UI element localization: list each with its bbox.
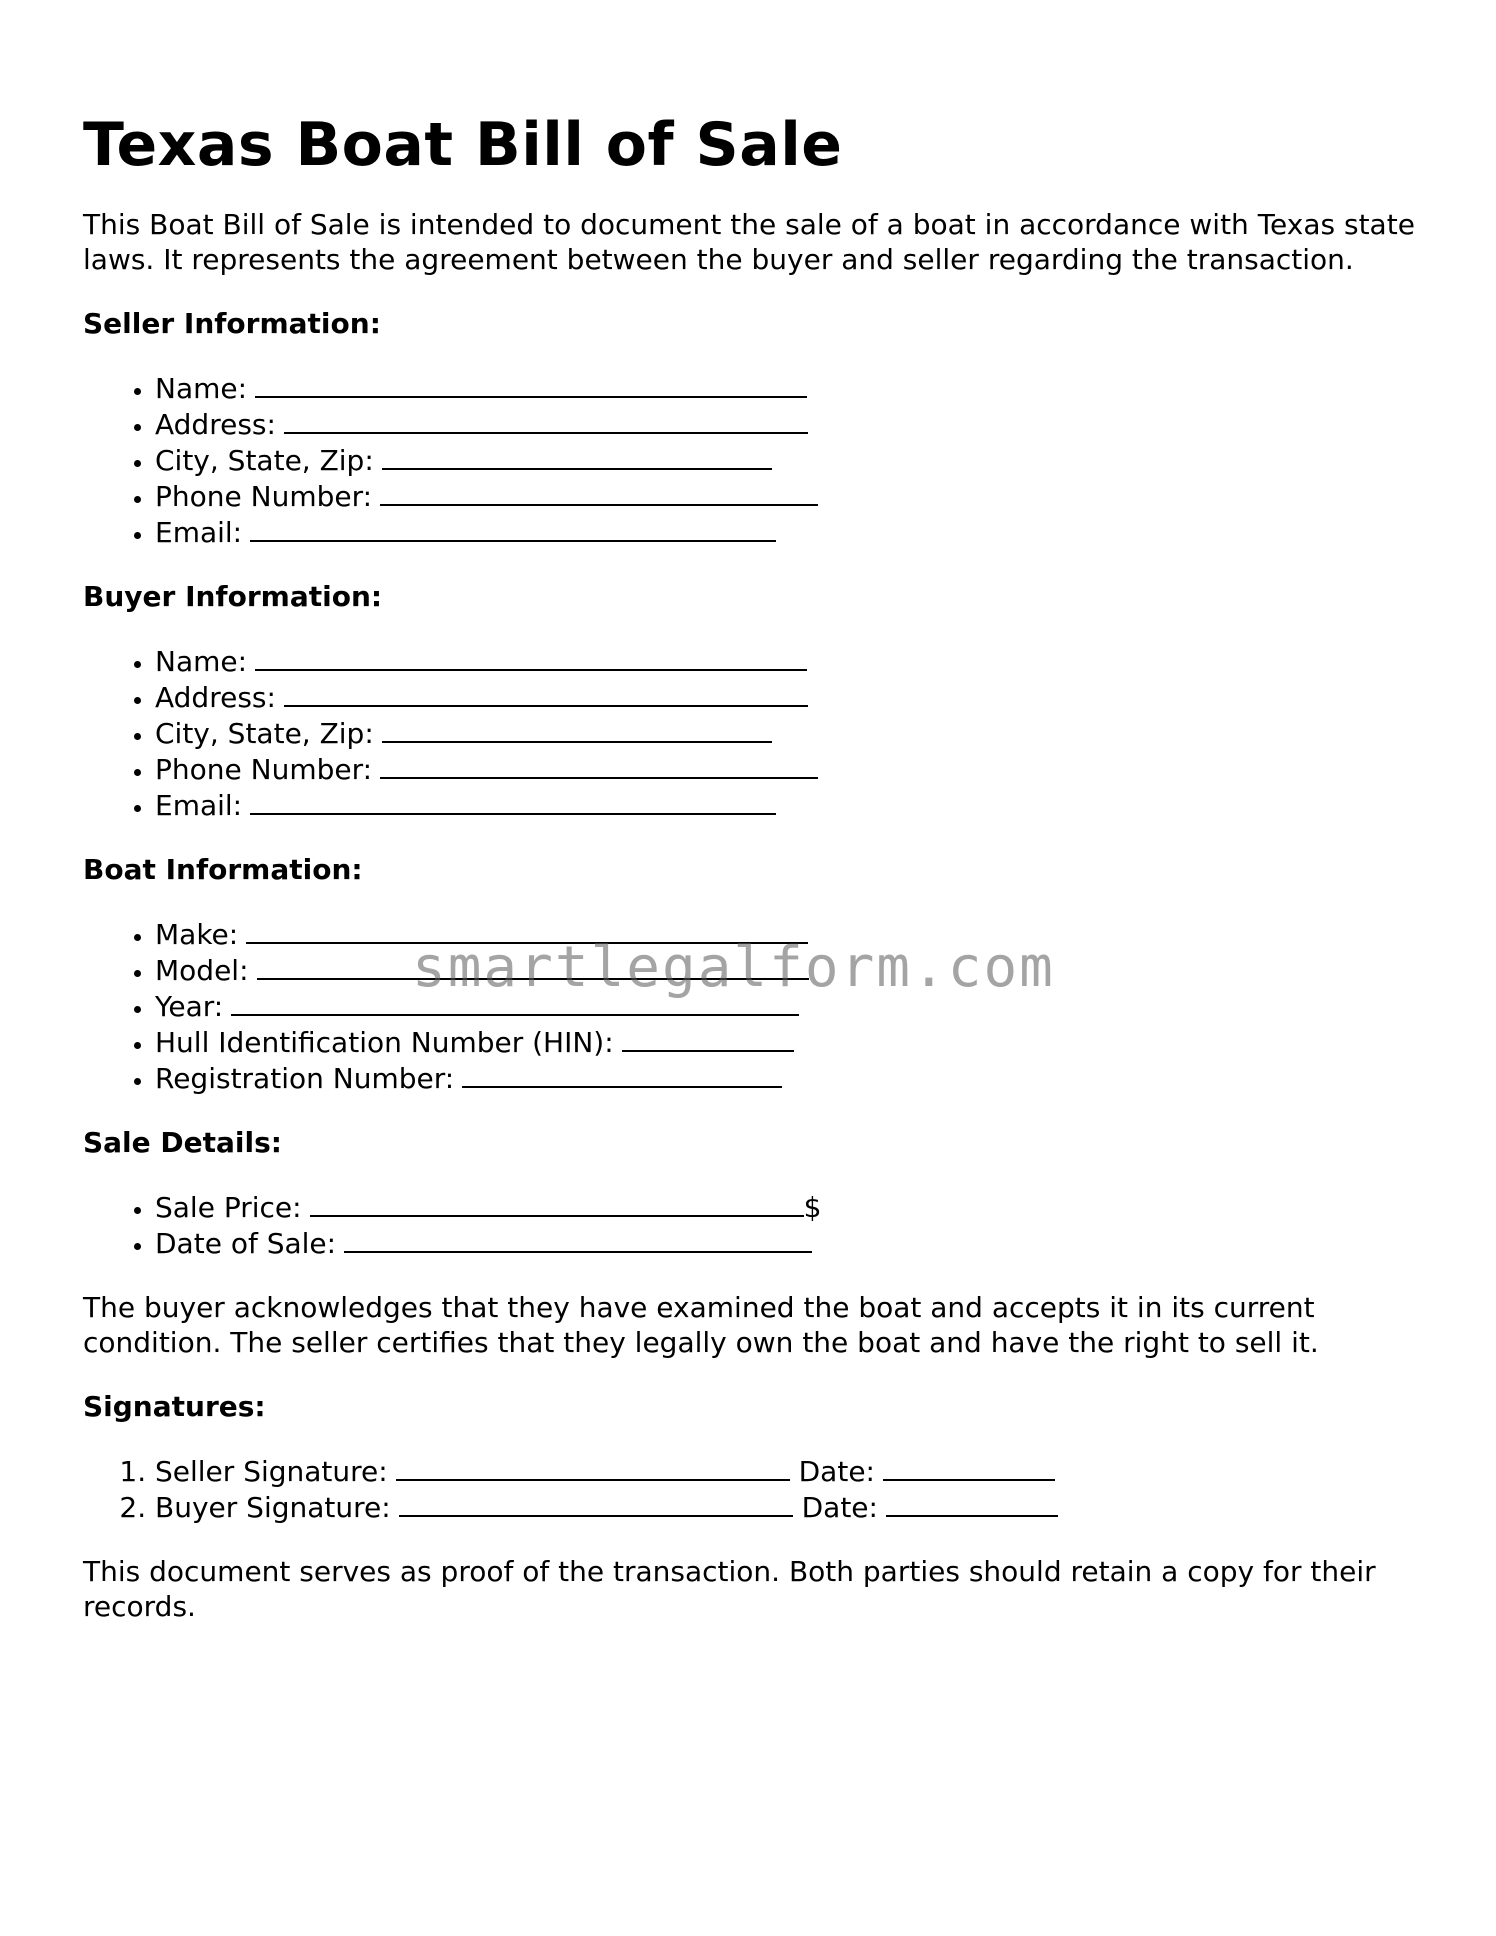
seller-email-item (155, 514, 1423, 550)
buyer-city-label: City, State, Zip: (155, 717, 374, 750)
sale-field-list (83, 1189, 1423, 1261)
sale-date-label: Date of Sale: (155, 1227, 337, 1260)
boat-registration-item (155, 1060, 1423, 1096)
buyer-email-item (155, 787, 1423, 823)
sale-date-blank[interactable] (344, 1225, 812, 1253)
boat-registration-blank[interactable] (462, 1060, 782, 1088)
boat-hin-blank[interactable] (622, 1024, 794, 1052)
buyer-name-label: Name: (155, 645, 248, 678)
boat-hin-label: Hull Identification Number (HIN): (155, 1026, 614, 1059)
seller-city-item (155, 442, 1423, 478)
buyer-email-blank[interactable] (250, 787, 776, 815)
buyer-city-blank[interactable] (382, 715, 772, 743)
boat-registration-label: Registration Number: (155, 1062, 455, 1095)
buyer-address-blank[interactable] (284, 679, 808, 707)
buyer-field-list (83, 643, 1423, 823)
buyer-phone-blank[interactable] (380, 751, 818, 779)
document-title: Texas Boat Bill of Sale (83, 110, 843, 180)
watermark-text: smartlegalform.com (412, 935, 1055, 1000)
seller-signature-item (155, 1453, 1423, 1489)
seller-signature-label: Seller Signature: (155, 1455, 388, 1488)
seller-field-list (83, 370, 1423, 550)
boat-make-item (155, 916, 1423, 952)
buyer-phone-item (155, 751, 1423, 787)
boat-model-item (155, 952, 1423, 988)
sale-price-item (155, 1189, 1423, 1225)
seller-address-item (155, 406, 1423, 442)
boat-model-blank[interactable] (257, 952, 809, 980)
boat-section-heading: Boat Information: (83, 853, 363, 886)
boat-make-label: Make: (155, 918, 239, 951)
boat-year-item (155, 988, 1423, 1024)
boat-model-label: Model: (155, 954, 249, 987)
seller-signature-blank[interactable] (396, 1453, 790, 1481)
seller-email-label: Email: (155, 516, 243, 549)
seller-date-label: Date: (798, 1455, 875, 1488)
seller-phone-label: Phone Number: (155, 480, 373, 513)
buyer-section-heading: Buyer Information: (83, 580, 383, 613)
sale-date-item (155, 1225, 1423, 1261)
buyer-name-blank[interactable] (255, 643, 807, 671)
buyer-signature-blank[interactable] (399, 1489, 793, 1517)
seller-name-blank[interactable] (255, 370, 807, 398)
seller-name-item (155, 370, 1423, 406)
sale-price-label: Sale Price: (155, 1191, 302, 1224)
sale-price-blank[interactable] (310, 1189, 804, 1217)
boat-year-blank[interactable] (231, 988, 799, 1016)
signatures-section-heading: Signatures: (83, 1390, 266, 1423)
buyer-signature-item (155, 1489, 1423, 1525)
seller-city-label: City, State, Zip: (155, 444, 374, 477)
signature-list (83, 1453, 1423, 1525)
buyer-name-item (155, 643, 1423, 679)
acknowledgement-paragraph: The buyer acknowledges that they have examined the boat and accepts it in its current condition. The seller certifies that they legally own the boat and have the right to sell it. (83, 1291, 1319, 1359)
buyer-address-item (155, 679, 1423, 715)
boat-year-label: Year: (155, 990, 224, 1023)
buyer-email-label: Email: (155, 789, 243, 822)
buyer-address-label: Address: (155, 681, 276, 714)
boat-hin-item (155, 1024, 1423, 1060)
boat-make-blank[interactable] (246, 916, 808, 944)
buyer-signature-label: Buyer Signature: (155, 1491, 391, 1524)
buyer-date-blank[interactable] (886, 1489, 1058, 1517)
boat-field-list (83, 916, 1423, 1096)
seller-section-heading: Seller Information: (83, 307, 381, 340)
closing-paragraph: This document serves as proof of the transaction. Both parties should retain a copy for their records. (83, 1555, 1376, 1623)
sale-section-heading: Sale Details: (83, 1126, 282, 1159)
seller-phone-item (155, 478, 1423, 514)
seller-address-label: Address: (155, 408, 276, 441)
buyer-phone-label: Phone Number: (155, 753, 373, 786)
seller-email-blank[interactable] (250, 514, 776, 542)
sale-price-currency: $ (803, 1191, 822, 1224)
seller-name-label: Name: (155, 372, 248, 405)
intro-paragraph: This Boat Bill of Sale is intended to document the sale of a boat in accordance with Texas state laws. It represents the agreement between the buyer and seller regarding the transaction. (83, 208, 1415, 276)
seller-address-blank[interactable] (284, 406, 808, 434)
seller-city-blank[interactable] (382, 442, 772, 470)
seller-date-blank[interactable] (883, 1453, 1055, 1481)
document-page (83, 95, 1423, 1624)
buyer-date-label: Date: (801, 1491, 878, 1524)
seller-phone-blank[interactable] (380, 478, 818, 506)
buyer-city-item (155, 715, 1423, 751)
